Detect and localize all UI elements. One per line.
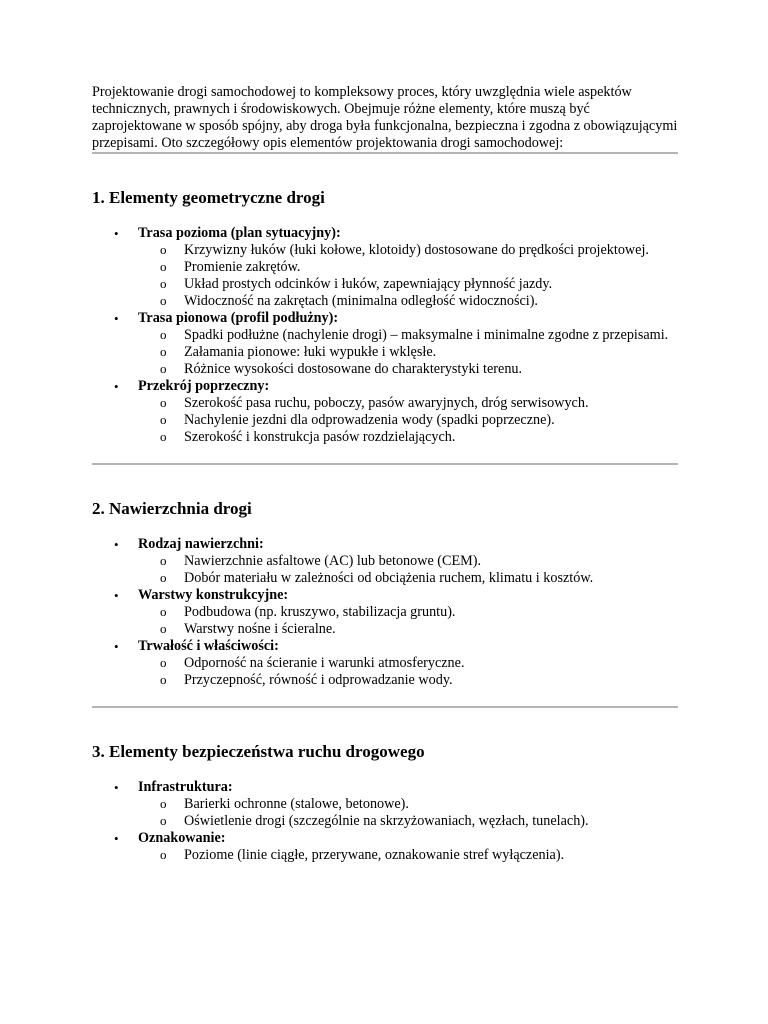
- sub-list-item: o Nachylenie jezdni dla odprowadzenia wody (spadki poprzeczne).: [138, 412, 678, 429]
- section-heading: 2. Nawierzchnia drogi: [92, 499, 252, 518]
- list-item-label: Trasa pionowa (profil podłużny):: [138, 310, 339, 326]
- sub-list-item: o Widoczność na zakrętach (minimalna odległość widoczności).: [138, 293, 678, 310]
- sub-list: [138, 327, 678, 378]
- sub-list: [138, 553, 678, 587]
- section-heading: 1. Elementy geometryczne drogi: [92, 188, 325, 207]
- sub-list: [138, 395, 678, 446]
- sub-list-item: o Podbudowa (np. kruszywo, stabilizacja gruntu).: [138, 604, 678, 621]
- list-item: [92, 536, 678, 587]
- sub-list-item: o Warstwy nośne i ścieralne.: [138, 621, 678, 638]
- document-page: [92, 84, 678, 864]
- list-item-label: Warstwy konstrukcyjne:: [138, 587, 289, 603]
- intro-paragraph: Projektowanie drogi samochodowej to kompleksowy proces, który uwzględnia wiele aspektów technicznych, prawnych i środowiskowych. Obejmuje różne elementy, które muszą być zaprojektowane w sposób spójny, aby droga była funkcjonalna, bezpieczna i zgodna z obowiązującymi przepisami. Oto szczegółowy opis elementów projektowania drogi samochodowej:: [92, 84, 678, 151]
- section-heading: 3. Elementy bezpieczeństwa ruchu drogowego: [92, 742, 425, 761]
- section-3: [92, 742, 678, 864]
- list-item: [92, 310, 678, 378]
- sub-list-item: o Odporność na ścieranie i warunki atmosferyczne.: [138, 655, 678, 672]
- sub-list-item: o Układ prostych odcinków i łuków, zapewniający płynność jazdy.: [138, 276, 678, 293]
- section-1: [92, 188, 678, 465]
- list-item: [92, 587, 678, 638]
- sub-list-item: o Poziome (linie ciągłe, przerywane, oznakowanie stref wyłączenia).: [138, 847, 678, 864]
- sub-list-item: o Różnice wysokości dostosowane do charakterystyki terenu.: [138, 361, 678, 378]
- sub-list-item: o Oświetlenie drogi (szczególnie na skrzyżowaniach, węzłach, tunelach).: [138, 813, 678, 830]
- list-item: [92, 779, 678, 830]
- sub-list: [138, 242, 678, 310]
- list-item-label: Infrastruktura:: [138, 779, 233, 795]
- sub-list: [138, 655, 678, 689]
- section-divider: [92, 706, 678, 708]
- sections-container: [92, 188, 678, 864]
- list-item: [92, 830, 678, 864]
- sub-list-item: o Szerokość i konstrukcja pasów rozdzielających.: [138, 429, 678, 446]
- sub-list-item: o Przyczepność, równość i odprowadzanie wody.: [138, 672, 678, 689]
- sub-list-item: o Nawierzchnie asfaltowe (AC) lub betonowe (CEM).: [138, 553, 678, 570]
- list-item-label: Trwałość i właściwości:: [138, 638, 279, 654]
- bullet-list: [92, 779, 678, 864]
- sub-list: [138, 847, 678, 864]
- sub-list-item: o Krzywizny łuków (łuki kołowe, klotoidy) dostosowane do prędkości projektowej.: [138, 242, 678, 259]
- list-item-label: Oznakowanie:: [138, 830, 226, 846]
- bullet-list: [92, 225, 678, 446]
- list-item: [92, 225, 678, 310]
- list-item: [92, 378, 678, 446]
- list-item-label: Przekrój poprzeczny:: [138, 378, 270, 394]
- sub-list-item: o Dobór materiału w zależności od obciążenia ruchem, klimatu i kosztów.: [138, 570, 678, 587]
- list-item-label: Rodzaj nawierzchni:: [138, 536, 264, 552]
- sub-list: [138, 604, 678, 638]
- bullet-list: [92, 536, 678, 689]
- list-item-label: Trasa pozioma (plan sytuacyjny):: [138, 225, 341, 241]
- sub-list-item: o Szerokość pasa ruchu, poboczy, pasów awaryjnych, dróg serwisowych.: [138, 395, 678, 412]
- section-2: [92, 499, 678, 708]
- sub-list: [138, 796, 678, 830]
- sub-list-item: o Barierki ochronne (stalowe, betonowe).: [138, 796, 678, 813]
- sub-list-item: o Promienie zakrętów.: [138, 259, 678, 276]
- sub-list-item: o Spadki podłużne (nachylenie drogi) – maksymalne i minimalne zgodne z przepisami.: [138, 327, 678, 344]
- section-divider: [92, 152, 678, 154]
- sub-list-item: o Załamania pionowe: łuki wypukłe i wklęsłe.: [138, 344, 678, 361]
- section-divider: [92, 463, 678, 465]
- list-item: [92, 638, 678, 689]
